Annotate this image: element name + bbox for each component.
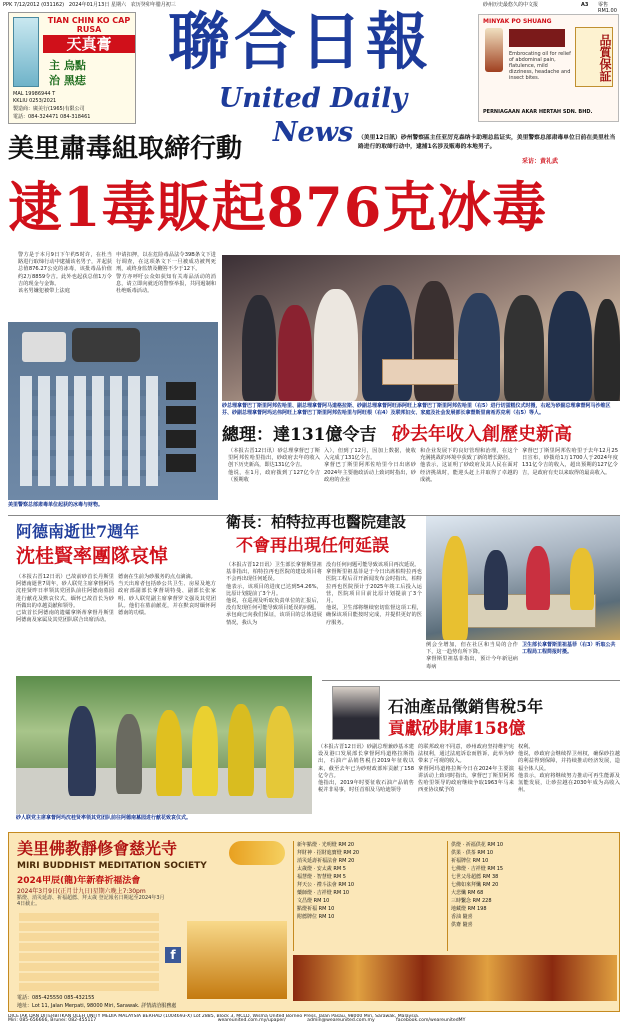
ad-tagline-2: 治 黑痣 <box>49 74 86 87</box>
ad-ritual-list <box>19 913 159 993</box>
ad-notice: 點燈、消災延壽、祈福超薦、拜太歲 登記報名日期起至2024年3月4日截止。 <box>17 895 165 907</box>
permit-number: PPK 7/12/2012 (031162) <box>3 2 65 8</box>
price-item: 地藏燈 RM 198 <box>451 906 487 912</box>
person-1 <box>242 295 276 401</box>
masthead-title-en: United Daily News <box>218 83 408 148</box>
person-9 <box>594 299 620 401</box>
price-item: 附薦牌位 RM 10 <box>297 914 335 920</box>
memorial-photo-caption: 砂人联党主席拿督阿玛沈桂贤率领其党团队前往阿德南墓园进行献花致哀仪式。 <box>16 815 192 821</box>
person-8 <box>548 291 592 401</box>
price-item: 七世父母超薦 RM 38 <box>451 874 499 880</box>
oil-box-image <box>509 29 565 47</box>
feature-col-2: 入），但到了12月，因加上数据，使收入完成了131亿令吉。 拿督巴丁斯里阿邦佐哈里今日出席砂2024年主要施政活动上致词时指出，砂政府的企业 <box>324 448 416 483</box>
footer-email[interactable]: admin@weareunited.com.my <box>307 1018 375 1023</box>
hospital-kicker: 衛長：柏特拉再也醫院建設 <box>226 513 407 531</box>
price-item: 大悲懺 RM 68 <box>451 890 484 896</box>
hospital-col-2: 没有任何问题可能导致该项目再次延误。 拿督斯里祖基菲是于今日出席柏特拉再也医院工程后召开新闻发布会时指出，柏特拉再也医院预计于2025年竣工后投入运营，医院项目目前比原计划提前了3个月。 他说，卫生部将继续密切监督这项工程，确保该项目能按时完成，并提供更好的医疗服务。 <box>326 562 422 626</box>
facebook-icon[interactable]: f <box>165 947 181 963</box>
hospital-site-photo <box>426 516 620 640</box>
publisher-line: DICETAK DAN DITERBITKAN OLEH UNITY MEDIA MALAYSIA BERHAD (1004693-X) Lot 2885, Block 3, MCLD, Wisma United Borneo Press, Jalan Pasau, 98000 Miri, Sarawak, Malaysia. <box>8 1014 420 1019</box>
lead-headline: 逮1毒販起876克冰毒 <box>8 175 548 239</box>
reporter-label: 采访： <box>522 158 541 165</box>
price-item: 七佛如來拜懺 RM 20 <box>451 882 499 888</box>
person-7 <box>504 295 544 401</box>
price-item: 供齋 隨喜 <box>451 922 473 928</box>
feature-col-4: 拿督巴丁斯里阿邦佐哈里于去年12月25日宣布，砂拨给1万1700人于2024年度131亿令吉的收入，超出预期的127亿令吉，是政府有史以来取得的最高收入。 <box>522 448 618 476</box>
worker-1 <box>442 536 468 640</box>
lead-body-right: 申请扣押，以在危险毒品法令39B条文下进行调查，在这项条文下一旦被成功被判死刑，或终身监禁及鞭笞不少于12下。 警方亦呼吁公众如获知有关毒品活动的消息，请立即向就近的警察举报，共同遏制和杜绝贩毒活动。 <box>116 252 216 295</box>
official-portrait <box>332 686 380 740</box>
dragon-emblem <box>229 841 285 865</box>
mourner-5 <box>228 704 254 796</box>
ad-tian-chin-ko[interactable] <box>8 12 136 124</box>
oil-tax-col-1: （本报古晋12日讯）砂副总理兼砂基本建设及港口发展部长拿督阿玛道格拉斯指出，石油产品销售税自2019年征收以来，截至去年已为砂财政部库贡献了158亿令吉。 他指出，2019年时要征收石油产品销售税并非易事，时任首相及马哈迪领导 <box>318 744 414 794</box>
officer-1 <box>484 550 508 610</box>
product-box-image <box>13 17 39 87</box>
price-item: 福慧燈 · 智慧燈 RM 5 <box>297 874 346 880</box>
evidence-phones <box>166 382 196 472</box>
ad-product-name: 天真膏 <box>43 35 135 53</box>
feature-col-1: （本报古晋12日讯）砂总理拿督巴丁斯里阿邦佐哈里指出，砂政府去年的收入创下历史新高，即达131亿令吉。 他说，在1月，政府拨到了127亿令吉（预期收 <box>228 448 320 483</box>
ad-brand: MINYAK PO SHUANG <box>483 18 552 25</box>
price-item: 藥師燈 · 吉祥燈 RM 10 <box>297 890 350 896</box>
price-item: 三時繫念 RM 228 <box>451 898 492 904</box>
price-item: 拜財神 · 招財進寶燈 RM 20 <box>297 850 360 856</box>
worker-2 <box>570 548 594 610</box>
lead-kicker: 美里肅毒組取締行動 <box>8 134 243 164</box>
memorial-kicker: 阿德南逝世7週年 <box>16 522 140 541</box>
lunar-date: 农历癸卯年腊月初三 <box>130 2 176 8</box>
price-item: 供燈 · 祈福供花 RM 10 <box>451 842 504 848</box>
buddha-images-strip <box>293 955 617 1001</box>
ad-po-shuang[interactable] <box>478 14 619 122</box>
mourner-3 <box>156 710 182 796</box>
mourner-1 <box>68 706 96 796</box>
person-2 <box>278 305 312 401</box>
oil-tax-col-2: 的联邦政府不同意，砂州政府坚持维护宪法权利，通过法庭诉讼而胜诉，此举为砂带来了可观的收入。 拿督阿玛道格拉斯今日在2024年主要演讲活动上致词时指出，拿督巴丁斯里阿邦佐哈里领导的政府继续争取1963年马来西亚协议赋予的 <box>418 744 514 794</box>
officer-2 <box>526 546 550 610</box>
person-6 <box>458 293 500 401</box>
feature-col-3: 和企业发展下的良好管理和治理，在这个充满挑战的环境中获致了新的增长路径。 他表示，这证明了砂政府及其人民在面对经济挑战时，能迎头赶上并取得了卓越的成就。 <box>420 448 518 483</box>
feature-kicker: 總理：達131億令吉 <box>222 425 377 445</box>
footer-contacts <box>8 1018 620 1024</box>
divider <box>322 680 620 681</box>
ad-quality-stamp: 品質保証 <box>575 27 613 87</box>
memorial-photo <box>16 676 312 814</box>
mourner-6 <box>266 706 294 798</box>
ad-description: Embrocating oil for relief of abdominal pain, flatulence, mild dizziness, headache and insect bites. <box>509 51 571 81</box>
ad-phone: 電話：084-324471 084-318461 <box>13 114 91 120</box>
feature-photo-caption: 砂总理拿督巴丁斯里阿邦佐哈里、副总理拿督阿马道格拉斯、砂副总理拿督阿旺添阿旺上拿督巴丁斯里阿邦佐哈里（右5）进行切蛋糕仪式时摄，右起为砂副总理拿督阿马沙维区芬、砂副总理拿督阿玛达伟阿旺上拿督巴丁斯里阿邦佐哈里与阿旺根（右4）及联邦妇女、家庭及社会发展部长拿督斯里南希苏克利（右5）等人。 <box>222 403 611 416</box>
hospital-photo-caption: 卫生部长拿督斯里祖基菲（右3）听取公共工程局工程简报时摄。 <box>522 642 616 655</box>
price-item: 拜天公 · 禮斗法會 RM 10 <box>297 882 355 888</box>
page-number: A3 <box>581 2 589 8</box>
footer-facebook[interactable]: facebook.com/weareunitedMY <box>396 1018 466 1023</box>
oil-tax-col-3: 权利。 他说，砂政府会继续捍卫州权，确保砂拉越的利益得到保障，并持续推动经济发展，造福全体人民。 他表示，政府将继续努力推动可再生能源及氢能发展，让砂拉越在2030年成为高收入州。 <box>518 744 620 794</box>
feature-headline: 砂去年收入創歷史新高 <box>392 424 572 445</box>
temple-image <box>187 921 287 999</box>
ad-tagline-1: 主 烏點 <box>49 59 86 72</box>
price-list-left <box>293 841 443 951</box>
evidence-bag <box>22 332 66 362</box>
mourner-4 <box>192 706 218 796</box>
price-item: 點燈祈福 RM 10 <box>297 906 335 912</box>
buddhist-society-ad[interactable] <box>8 832 620 1012</box>
price-item: 文昌燈 RM 10 <box>297 898 330 904</box>
evidence-photo <box>8 322 218 500</box>
reporter-name: 黄礼武 <box>540 158 559 165</box>
ad-address: 地址：Lot 11, Jalan Merpati, 98000 Miri, Sarawak. 詳情請洽服務處 <box>17 1003 177 1009</box>
person-3 <box>314 289 358 401</box>
weekday: 星期六 <box>110 2 126 8</box>
hospital-headline: 不會再出現任何延誤 <box>236 536 389 556</box>
ad-date-line: 2024年3月9日(正月廿九日)星期六晚上7:30pm <box>17 888 146 895</box>
price-item: 太歲燈 · 安太歲 RM 5 <box>297 866 346 872</box>
price-item: 供果 · 供茶 RM 10 <box>451 850 494 856</box>
mourner-2 <box>116 714 142 794</box>
lead-body-left: 警方是于本月9日下午约5时许，在杜当路进行取缔行动中逮捕该名男子，并起获总值876.27公克的冰毒，该批毒品价值约2万8859令吉。此外也起获总值1万令吉的现金与金饰。 该名男嫌犯被带上法庭 <box>18 252 112 295</box>
issue-date: 2024年01月13日 <box>68 2 110 8</box>
ad-reg-1: MAL 19986944 T <box>13 91 56 97</box>
price-item: 消災延壽祈福法會 RM 20 <box>297 858 355 864</box>
memorial-headline: 沈桂賢率團隊哀悼 <box>16 545 169 567</box>
ad-contact: 電話：085-425550 085-432155 <box>17 995 95 1001</box>
price-item: 香油 隨喜 <box>451 914 473 920</box>
price: 零售 RM1.00 <box>598 2 617 14</box>
lead-intro: （美里12日訊）砂州警察區主任亚厉克森纳卡助理总监证实，美里警察总部肃毒单位日前在美里杜当路进行的取缔行动中，逮捕1名涉及贩毒的本地男子。 <box>358 135 616 150</box>
oil-tax-kicker: 石油產品徵銷售稅5年 <box>388 697 544 716</box>
edition-tag: 砂州历史最悠久的中文报 <box>483 2 539 8</box>
ad-title-cn: 美里佛教靜修會慈光寺 <box>17 839 178 858</box>
ad-title-en: MIRI BUDDHIST MEDITATION SOCIETY <box>17 861 207 871</box>
footer-web[interactable]: weareunited.com.my/upaper/ <box>217 1018 286 1023</box>
ad-reg-2: KKLIU 0253/2021 <box>13 98 57 104</box>
cake-cutting-photo <box>222 255 620 401</box>
evidence-packets <box>20 376 160 486</box>
price-item: 七佛燈 · 吉祥燈 RM 15 <box>451 866 504 872</box>
ad-brand: TIAN CHIN KO CAP RUSA <box>47 16 131 34</box>
evidence-pouch <box>72 328 140 362</box>
hospital-col-1: （本报古晋12日讯）卫生部长拿督斯里祖基菲指出，柏特拉再也医院的建设项目将不会再出现任何延误。 他表示，该项目的进度已达到54.26%，比原计划提前了3个月。 他说，在巡视及听取负责单位的汇报后，没有发现任何可能导致项目延误的问题。 承包商已向我们保证，该项目的总体进展情况，我认为 <box>226 562 322 626</box>
price-item: 新年點燈 · 光明燈 RM 20 <box>297 842 355 848</box>
reporter-line <box>522 158 558 166</box>
hospital-col-3: 例会全增加，但在社区和当局的合作下，这一趋势有所下降。 拿督斯里祖基菲指出，预计今年新冠病毒病 <box>426 642 518 670</box>
oil-bottle-image <box>485 28 503 72</box>
oil-tax-headline: 貢獻砂財庫158億 <box>388 719 526 739</box>
ad-maker: PERNIAGAAN AKAR HERTAH SDN. BHD. <box>483 109 593 115</box>
footer-phones: Miri: 085-656666, Brunei: 082-455117 <box>8 1018 97 1023</box>
price-item: 祈福牌位 RM 10 <box>451 858 489 864</box>
memorial-col-1: （本报古晋12日讯）已故前砂首长丹斯里阿德南逝世7周年，砂人联党主席拿督阿玛沈桂贤昨日率领其党团队前往阿德南墓园进行献花及默哀仪式，缅怀已故首长为砂所做出的卓越贡献和领导。 已故首长阿德南的遗孀拿斯蒂拿督丹斯里阿德南及家属及其党团队联合出席活动。 <box>16 574 114 624</box>
memorial-col-2: 德南在生前为砂服务的点点滴滴。 当天出席者包括砂公共卫生、房屋及地方政府部副部长拿督胡特曼、副部长张家明、砂人联党副主席拿督罗文强及其党团队。他们在墓前献花，并在默哀时缅怀阿德南的功绩。 <box>118 574 216 617</box>
price-list-right <box>447 841 617 951</box>
lead-photo-caption: 美里警察总部肃毒单位起获的冰毒与财物。 <box>8 502 104 508</box>
ad-subtitle: 2024甲辰(龍)年新春祈福法會 <box>17 876 141 886</box>
ad-maker: 製造商：廣美行(1965)有限公司 <box>13 106 85 112</box>
masthead-title-cn: 聯合日報 <box>167 5 432 78</box>
